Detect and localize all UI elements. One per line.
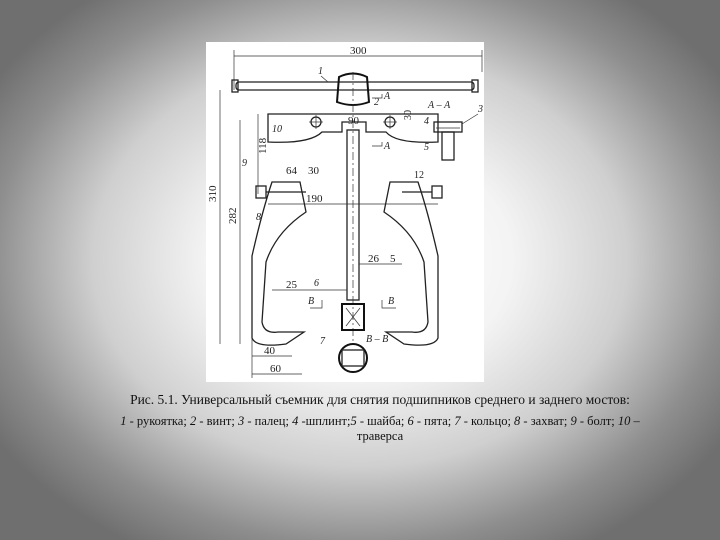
- dim-40: 40: [264, 345, 275, 357]
- section-a-a: А – А: [428, 100, 451, 111]
- dim-30-mid: 30: [308, 165, 319, 177]
- dim-118: 118: [257, 137, 269, 154]
- dim-26: 26: [368, 253, 379, 265]
- caption-title: Рис. 5.1. Универсальный съемник для снятия подшипников среднего и заднего мостов:: [130, 392, 630, 407]
- dim-5: 5: [390, 253, 396, 265]
- section-a-bottom: А: [384, 141, 391, 152]
- dim-25: 25: [286, 279, 297, 291]
- dim-300: 300: [350, 45, 367, 57]
- dim-60: 60: [270, 363, 281, 375]
- part-9: 9: [242, 158, 247, 169]
- dim-12: 12: [414, 170, 424, 181]
- section-b-right: В: [388, 296, 395, 307]
- part-4: 4: [424, 116, 429, 127]
- part-1: 1: [318, 66, 323, 77]
- section-a-top: А: [384, 91, 391, 102]
- legend-item: 2 - винт;: [189, 414, 238, 428]
- legend-item: 3 - палец;: [237, 414, 293, 428]
- dim-30-top: 30: [403, 110, 414, 120]
- section-b-b: В – В: [366, 334, 389, 345]
- part-8: 8: [256, 212, 261, 223]
- dim-190: 190: [306, 193, 323, 205]
- technical-drawing: [206, 42, 484, 382]
- legend-item: 4 -шплинт;: [292, 414, 351, 428]
- part-6: 6: [314, 278, 319, 289]
- dim-310: 310: [207, 185, 219, 202]
- figure-caption: [100, 392, 660, 444]
- part-3: 3: [478, 104, 483, 115]
- dim-64: 64: [286, 165, 297, 177]
- legend-item: 6 - пята;: [407, 414, 455, 428]
- legend-item: 7 - кольцо;: [454, 414, 515, 428]
- legend-item: 5 - шайба;: [350, 414, 408, 428]
- legend-item: 8 - захват;: [514, 414, 571, 428]
- section-b-left: В: [308, 296, 315, 307]
- legend-item: 1 - рукоятка;: [120, 414, 190, 428]
- part-10: 10: [272, 124, 282, 135]
- part-2: 2: [374, 97, 379, 108]
- dim-90: 90: [348, 115, 359, 127]
- caption-legend: [100, 414, 660, 444]
- puller-drawing-svg: [206, 42, 484, 382]
- dim-282: 282: [227, 207, 239, 224]
- legend-item: 9 - болт;: [570, 414, 618, 428]
- part-5: 5: [424, 142, 429, 153]
- part-7: 7: [320, 336, 325, 347]
- legend-item: 10 – траверса: [356, 414, 640, 443]
